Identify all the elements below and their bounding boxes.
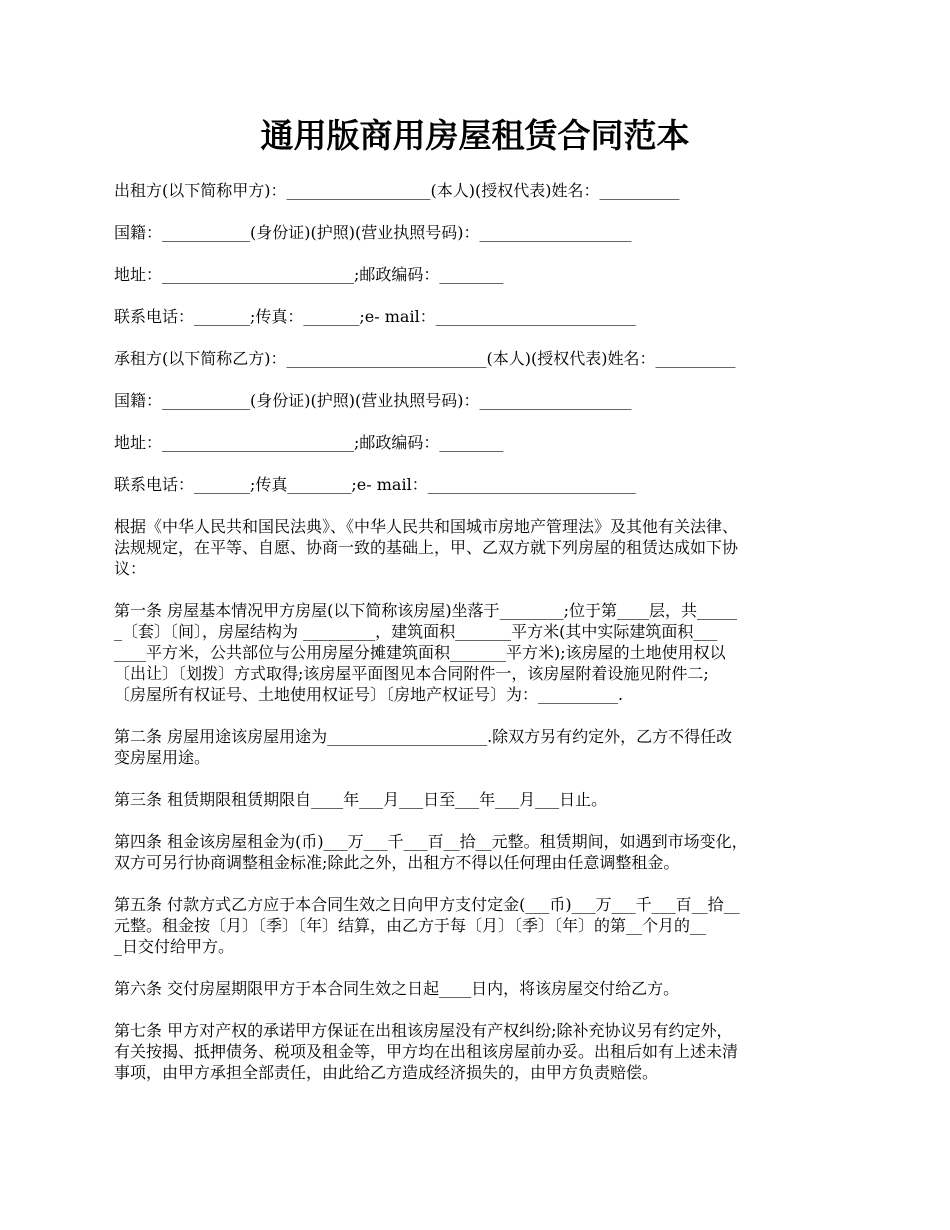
text-line: 第七条 甲方对产权的承诺甲方保证在出租该房屋没有产权纠纷;除补充协议另有约定外， [114,1021,733,1040]
text-line: 〔出让〕〔划拨〕方式取得;该房屋平面图见本合同附件一，该房屋附着设施见附件二; [114,664,709,683]
article-3-paragraph [114,789,844,810]
text-line: 双方可另行协商调整租金标准;除此之外，出租方不得以任何理由任意调整租金。 [114,853,680,872]
text-line: 第四条 租金该房屋租金为(币)___万___千___百__拾__元整。租赁期间，如遇到市场变化， [114,832,748,851]
text-line: 有关按揭、抵押债务、税项及租金等，甲方均在出租该房屋前办妥。出租后如有上述未清 [114,1042,739,1061]
text-line: 根据《中华人民共和国民法典》、《中华人民共和国城市房地产管理法》及其他有关法律、 [114,517,739,536]
party-a-name-line: 出租方(以下简称甲方)：__________________(本人)(授权代表)姓名：__________ [114,181,680,200]
text-line: 元整。租金按〔月〕〔季〕〔年〕结算，由乙方于每〔月〕〔季〕〔年〕的第__个月的__ [114,916,707,935]
party-b-contact-line: 联系电话：_______;传真________;e- mail：__________________________ [114,475,636,494]
party-a-contact-line: 联系电话：_______;传真：_______;e- mail：_________________________ [114,307,636,326]
text-line: 第五条 付款方式乙方应于本合同生效之日向甲方支付定金(___币)___万___千___百__拾__ [114,895,740,914]
article-6-paragraph [114,978,844,999]
party-a-address-line: 地址：________________________;邮政编码：________ [114,265,504,284]
article-4-paragraph [114,831,844,873]
text-line: _日交付给甲方。 [114,937,235,956]
article-7-paragraph [114,1020,844,1083]
article-5-paragraph [114,894,844,957]
text-line: 第二条 房屋用途该房屋用途为____________________.除双方另有约定外，乙方不得任改 [114,727,733,746]
text-line: 事项，由甲方承担全部责任，由此给乙方造成经济损失的，由甲方负责赔偿。 [114,1063,659,1082]
document-body [114,180,844,1104]
text-line: ____平方米，公共部位与公用房屋分摊建筑面积_______平方米);该房屋的土地使用权以 [114,643,726,662]
text-line: 第三条 租赁期限租赁期限自____年___月___日至___年___月___日止。 [114,790,608,809]
party-a-nationality-line: 国籍：___________(身份证)(护照)(营业执照号码)：___________________ [114,223,632,242]
party-b-address-line: 地址：________________________;邮政编码：________ [114,433,504,452]
article-1-paragraph [114,600,844,705]
document-title: 通用版商用房屋租赁合同范本 [260,116,690,155]
text-line: 〔房屋所有权证号、土地使用权证号〕〔房地产权证号〕为：__________. [114,685,624,704]
preamble-paragraph [114,516,844,579]
text-line: 第六条 交付房屋期限甲方于本合同生效之日起____日内，将该房屋交付给乙方。 [114,979,680,998]
text-line: _〔套〕〔间〕，房屋结构为 _________，建筑面积_______平方米(其中实际建筑面积___ [114,622,718,641]
party-b-name-line: 承租方(以下简称乙方)：_________________________(本人)(授权代表)姓名：__________ [114,349,736,368]
text-line: 法规规定，在平等、自愿、协商一致的基础上，甲、乙双方就下列房屋的租赁达成如下协 [114,538,739,557]
text-line: 第一条 房屋基本情况甲方房屋(以下简称该房屋)坐落于________;位于第____层，共_____ [114,601,737,620]
text-line: 变房屋用途。 [114,748,211,767]
article-2-paragraph [114,726,844,768]
text-line: 议： [114,559,147,578]
party-b-nationality-line: 国籍：___________(身份证)(护照)(营业执照号码)：___________________ [114,391,632,410]
